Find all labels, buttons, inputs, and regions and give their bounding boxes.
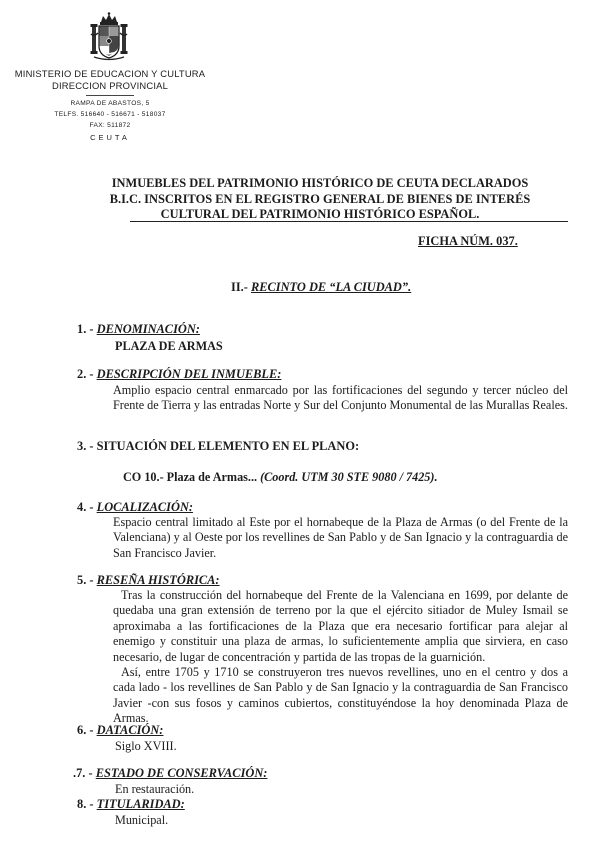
item-number: 4. - (77, 500, 94, 514)
letterhead-divider (86, 95, 134, 96)
plano-reference: CO 10.- Plaza de Armas... (123, 470, 258, 484)
item-label: TITULARIDAD: (96, 797, 185, 811)
spain-coat-of-arms-icon (89, 12, 129, 62)
item-heading-datacion (77, 723, 163, 738)
item-number: 5. - (77, 573, 94, 587)
descripcion-text: Amplio espacio central enmarcado por las fortificaciones del segundo y tercer núcleo del Frente de Tierra y las entradas Norte y Sur del Conjunto Monumental de las Murallas Reales. (113, 383, 568, 413)
direction-name: DIRECCION PROVINCIAL (52, 80, 168, 91)
item-number: 6. - (77, 723, 94, 737)
section-heading (231, 280, 411, 295)
estado-value: En restauración. (115, 782, 195, 796)
resena-paragraph-1: Tras la construcción del hornabeque del Frente de la Valenciana en 1699, por delante de quedaba una gran extensión de terreno por la que el ejército sitiador de Muley Ismail se aproximaba a las fortificaciones de la Plaza que era necesario fortificar para alejar al enemigo y constituir una plaza de armas, lo suficientemente amplia que sirviera, en caso necesario, de lugar de concentración y partida de las tropas de la guarnición. (113, 588, 568, 664)
item-label: DESCRIPCIÓN DEL INMUEBLE: (96, 367, 282, 381)
title-underline (130, 221, 568, 222)
item-heading-resena (77, 573, 220, 588)
item-heading-situacion (77, 439, 359, 454)
situacion-line (123, 470, 438, 485)
letterhead-block (10, 68, 210, 144)
ficha-number: FICHA NÚM. 037. (418, 234, 518, 248)
ministry-name: MINISTERIO DE EDUCACION Y CULTURA (14, 68, 206, 79)
datacion-value: Siglo XVIII. (115, 739, 177, 753)
item-heading-titularidad (77, 797, 185, 812)
document-title (100, 176, 540, 223)
item-heading-localizacion (77, 500, 193, 515)
item-number: 8. - (77, 797, 94, 811)
item-number: 1. - (77, 322, 94, 336)
resena-paragraph-2: Así, entre 1705 y 1710 se construyeron tres nuevos revellines, uno en el centro y dos a cada lado - los revellines de San Pablo y de San Ignacio y la contraguardia de San Francisco Javier -con sus fosos y caminos cubiertos, constituyéndose la hoy denominada Plaza de Armas. (113, 665, 568, 726)
item-number: .7. - (73, 766, 93, 780)
item-heading-denominacion (77, 322, 200, 337)
title-line-2: B.I.C. INSCRITOS EN EL REGISTRO GENERAL DE BIENES DE INTERÉS (109, 191, 531, 206)
item-heading-estado (73, 766, 267, 781)
fax: FAX: 511872 (89, 122, 131, 129)
localizacion-text: Espacio central limitado al Este por el hornabeque de la Plaza de Armas (o del Frente de la Valenciana) y al Oeste por los revellines de San Pablo y de San Ignacio y la contraguardia de San Francisco Javier. (113, 515, 568, 560)
item-number: 2. - (77, 367, 94, 381)
item-label: LOCALIZACIÓN: (96, 500, 194, 514)
item-label: RESEÑA HISTÓRICA: (96, 573, 220, 587)
city: CEUTA (90, 133, 130, 142)
section-number: II.- (231, 280, 248, 294)
item-heading-descripcion (77, 367, 281, 382)
item-label: DATACIÓN: (96, 723, 164, 737)
utm-coordinates: (Coord. UTM 30 STE 9080 / 7425). (260, 470, 438, 484)
item-label: SITUACIÓN DEL ELEMENTO EN EL PLANO: (96, 439, 360, 453)
phones: TELFS. 516640 - 516671 - 518037 (54, 111, 166, 118)
section-name: RECINTO DE “LA CIUDAD”. (250, 280, 412, 294)
denominacion-value: PLAZA DE ARMAS (115, 339, 223, 353)
titularidad-value: Municipal. (115, 813, 169, 827)
item-label: DENOMINACIÓN: (96, 322, 200, 336)
address: RAMPA DE ABASTOS, 5 (70, 100, 150, 107)
title-line-3: CULTURAL DEL PATRIMONIO HISTÓRICO ESPAÑOL. (160, 207, 480, 221)
title-line-1: INMUEBLES DEL PATRIMONIO HISTÓRICO DE CEUTA DECLARADOS (111, 176, 529, 190)
item-label: ESTADO DE CONSERVACIÓN: (95, 766, 268, 780)
item-number: 3. - (77, 439, 94, 453)
